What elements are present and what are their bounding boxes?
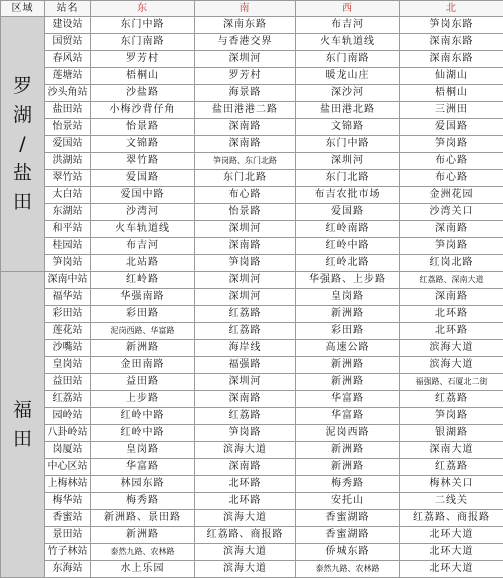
boundary-south: 深南路 (195, 459, 296, 476)
table-row (1, 102, 503, 119)
station-name: 怡景站 (45, 119, 91, 136)
station-name: 皇岗站 (45, 357, 91, 374)
table-row (1, 357, 503, 374)
table-row (1, 374, 503, 391)
boundary-west: 红岭北路 (296, 255, 400, 272)
station-name: 太白站 (45, 187, 91, 204)
district-char: 罗 (1, 72, 44, 101)
station-name: 东湖站 (45, 204, 91, 221)
boundary-south: 罗芳村 (195, 68, 296, 85)
boundary-east: 沙湾河 (91, 204, 195, 221)
boundary-west: 红岭中路 (296, 238, 400, 255)
boundary-north: 滨海大道 (400, 357, 503, 374)
station-name: 沙头角站 (45, 85, 91, 102)
boundary-west: 高速公路 (296, 340, 400, 357)
table-body (1, 17, 503, 578)
table-row (1, 408, 503, 425)
boundary-west: 火车轨道线 (296, 34, 400, 51)
district-cell (1, 17, 45, 272)
boundary-east: 新洲路 (91, 340, 195, 357)
station-name: 红荔站 (45, 391, 91, 408)
boundary-east: 林园东路 (91, 476, 195, 493)
district-cell (1, 272, 45, 578)
table-row (1, 272, 503, 289)
boundary-east: 小梅沙背仔角 (91, 102, 195, 119)
boundary-west: 泥岗西路 (296, 425, 400, 442)
header-district: 区域 (1, 1, 45, 17)
boundary-north: 笋岗东路 (400, 17, 503, 34)
boundary-east: 爱国中路 (91, 187, 195, 204)
station-name: 桂园站 (45, 238, 91, 255)
boundary-east: 罗芳村 (91, 51, 195, 68)
boundary-south: 北环路 (195, 476, 296, 493)
boundary-west: 布吉河 (296, 17, 400, 34)
boundary-north: 深南东路 (400, 34, 503, 51)
boundary-south: 海岸线 (195, 340, 296, 357)
station-name: 东海站 (45, 561, 91, 578)
boundary-west: 华强路、上步路 (296, 272, 400, 289)
boundary-east: 皇岗路 (91, 442, 195, 459)
boundary-east: 梅秀路 (91, 493, 195, 510)
station-name: 梅华站 (45, 493, 91, 510)
boundary-east: 新洲路、景田路 (91, 510, 195, 527)
boundary-south: 红荔路、商报路 (195, 527, 296, 544)
boundary-north: 银湖路 (400, 425, 503, 442)
boundary-west: 爱国路 (296, 204, 400, 221)
table-row (1, 170, 503, 187)
boundary-north: 梧桐山 (400, 85, 503, 102)
boundary-south: 福强路 (195, 357, 296, 374)
boundary-west: 梅秀路 (296, 476, 400, 493)
table-row (1, 221, 503, 238)
boundary-north: 金洲花园 (400, 187, 503, 204)
boundary-north: 红岗北路 (400, 255, 503, 272)
boundary-west: 香蜜湖路 (296, 510, 400, 527)
boundary-west: 深沙河 (296, 85, 400, 102)
boundary-west: 深圳河 (296, 153, 400, 170)
boundary-north: 红荔路、深南大道 (400, 272, 503, 289)
boundary-north: 红荔路 (400, 459, 503, 476)
boundary-south: 深南路 (195, 238, 296, 255)
district-char: 湖 (1, 101, 44, 130)
boundary-east: 泥岗西路、华富路 (91, 323, 195, 340)
boundary-east: 翠竹路 (91, 153, 195, 170)
boundary-north: 笋岗路 (400, 238, 503, 255)
boundary-south: 深圳河 (195, 51, 296, 68)
station-name: 笋岗站 (45, 255, 91, 272)
district-char: 盐 (1, 159, 44, 188)
boundary-south: 深圳河 (195, 272, 296, 289)
boundary-west: 东门北路 (296, 170, 400, 187)
boundary-north: 深南路 (400, 221, 503, 238)
header-row (1, 1, 503, 17)
station-name: 翠竹站 (45, 170, 91, 187)
station-name: 沙嘴站 (45, 340, 91, 357)
boundary-south: 布心路 (195, 187, 296, 204)
station-name: 福华站 (45, 289, 91, 306)
boundary-east: 东门南路 (91, 34, 195, 51)
table-row (1, 204, 503, 221)
boundary-south: 滨海大道 (195, 442, 296, 459)
table-row (1, 136, 503, 153)
table-row (1, 85, 503, 102)
boundary-north: 笋岗路 (400, 136, 503, 153)
table-row (1, 255, 503, 272)
table-row (1, 391, 503, 408)
boundary-north: 二线关 (400, 493, 503, 510)
boundary-south: 滨海大道 (195, 544, 296, 561)
boundary-south: 北环路 (195, 493, 296, 510)
boundary-west: 彩田路 (296, 323, 400, 340)
boundary-east: 红岭中路 (91, 408, 195, 425)
boundary-east: 北站路 (91, 255, 195, 272)
boundary-south: 深南路 (195, 136, 296, 153)
boundary-east: 布吉河 (91, 238, 195, 255)
boundary-north: 沙湾关口 (400, 204, 503, 221)
boundary-west: 华富路 (296, 391, 400, 408)
boundary-south: 红荔路 (195, 306, 296, 323)
station-name: 彩田站 (45, 306, 91, 323)
boundary-south: 海景路 (195, 85, 296, 102)
station-name: 上梅林站 (45, 476, 91, 493)
boundary-west: 红岭南路 (296, 221, 400, 238)
station-name: 景田站 (45, 527, 91, 544)
header-south: 南 (195, 1, 296, 17)
table-row (1, 306, 503, 323)
boundary-north: 北环路 (400, 323, 503, 340)
table-row (1, 476, 503, 493)
boundary-east: 华强南路 (91, 289, 195, 306)
boundary-east: 水上乐园 (91, 561, 195, 578)
station-name: 洪湖站 (45, 153, 91, 170)
boundary-north: 滨海大道 (400, 340, 503, 357)
table-row (1, 493, 503, 510)
boundary-north: 仙湖山 (400, 68, 503, 85)
boundary-west: 新洲路 (296, 374, 400, 391)
boundary-west: 华富路 (296, 408, 400, 425)
boundary-east: 火车轨道线 (91, 221, 195, 238)
boundary-east: 爱国路 (91, 170, 195, 187)
station-name: 园岭站 (45, 408, 91, 425)
boundary-east: 上步路 (91, 391, 195, 408)
boundary-north: 布心路 (400, 153, 503, 170)
table-row (1, 238, 503, 255)
boundary-south: 与香港交界 (195, 34, 296, 51)
boundary-south: 深南路 (195, 391, 296, 408)
boundary-south: 红荔路 (195, 323, 296, 340)
boundary-west: 安托山 (296, 493, 400, 510)
boundary-west: 新洲路 (296, 357, 400, 374)
district-char: / (1, 130, 44, 159)
table-row (1, 34, 503, 51)
boundary-north: 深南东路 (400, 51, 503, 68)
station-name: 深南中站 (45, 272, 91, 289)
boundary-east: 文锦路 (91, 136, 195, 153)
table-row (1, 289, 503, 306)
boundary-west: 东门南路 (296, 51, 400, 68)
station-name: 盐田站 (45, 102, 91, 119)
boundary-east: 东门中路 (91, 17, 195, 34)
boundary-north: 梅林关口 (400, 476, 503, 493)
boundary-west: 泰然九路、农林路 (296, 561, 400, 578)
boundary-south: 深南路 (195, 119, 296, 136)
boundary-east: 沙盐路 (91, 85, 195, 102)
boundary-north: 红荔路、商报路 (400, 510, 503, 527)
boundary-west: 文锦路 (296, 119, 400, 136)
boundary-west: 新洲路 (296, 442, 400, 459)
boundary-west: 布吉农批市场 (296, 187, 400, 204)
table-row (1, 442, 503, 459)
boundary-west: 盐田港北路 (296, 102, 400, 119)
district-char: 田 (1, 188, 44, 217)
boundary-east: 红岭中路 (91, 425, 195, 442)
boundary-north: 爱国路 (400, 119, 503, 136)
boundary-south: 深圳河 (195, 289, 296, 306)
boundary-west: 东门中路 (296, 136, 400, 153)
table-row (1, 68, 503, 85)
table-row (1, 187, 503, 204)
boundary-south: 东门北路 (195, 170, 296, 187)
table-row (1, 510, 503, 527)
boundary-east: 新洲路 (91, 527, 195, 544)
station-name: 竹子林站 (45, 544, 91, 561)
boundary-south: 笋岗路 (195, 425, 296, 442)
boundary-south: 深圳河 (195, 374, 296, 391)
header-east: 东 (91, 1, 195, 17)
station-name: 莲塘站 (45, 68, 91, 85)
table-row (1, 340, 503, 357)
station-name: 中心区站 (45, 459, 91, 476)
boundary-north: 笋岗路 (400, 408, 503, 425)
boundary-east: 泰然九路、农林路 (91, 544, 195, 561)
boundary-west: 暖龙山庄 (296, 68, 400, 85)
boundary-west: 新洲路 (296, 306, 400, 323)
boundary-north: 红荔路 (400, 391, 503, 408)
table-row (1, 17, 503, 34)
boundary-east: 华富路 (91, 459, 195, 476)
header-north: 北 (400, 1, 503, 17)
station-name: 建设站 (45, 17, 91, 34)
table-row (1, 425, 503, 442)
header-station: 站名 (45, 1, 91, 17)
table-row (1, 119, 503, 136)
boundary-north: 深南路 (400, 289, 503, 306)
station-name: 岗厦站 (45, 442, 91, 459)
station-name: 八卦岭站 (45, 425, 91, 442)
boundary-west: 香蜜湖路 (296, 527, 400, 544)
station-name: 国贸站 (45, 34, 91, 51)
boundary-south: 深南东路 (195, 17, 296, 34)
station-name: 春风站 (45, 51, 91, 68)
station-name: 爱国站 (45, 136, 91, 153)
boundary-north: 北环路 (400, 306, 503, 323)
boundary-south: 笋岗路、东门北路 (195, 153, 296, 170)
station-name: 香蜜站 (45, 510, 91, 527)
boundary-south: 怡景路 (195, 204, 296, 221)
boundary-south: 盐田港港二路 (195, 102, 296, 119)
table-row (1, 153, 503, 170)
district-char: 福 (1, 396, 44, 425)
boundary-east: 金田南路 (91, 357, 195, 374)
table-row (1, 527, 503, 544)
table-row (1, 51, 503, 68)
boundary-south: 深圳河 (195, 221, 296, 238)
boundary-north: 深南大道 (400, 442, 503, 459)
boundary-east: 益田路 (91, 374, 195, 391)
table-row (1, 544, 503, 561)
boundary-east: 彩田路 (91, 306, 195, 323)
boundary-north: 北环大道 (400, 544, 503, 561)
boundary-north: 福强路、石厦北二街 (400, 374, 503, 391)
table-row (1, 561, 503, 578)
table-row (1, 459, 503, 476)
station-name: 益田站 (45, 374, 91, 391)
boundary-south: 笋岗路 (195, 255, 296, 272)
boundary-north: 布心路 (400, 170, 503, 187)
boundary-east: 怡景路 (91, 119, 195, 136)
station-name: 莲花站 (45, 323, 91, 340)
header-west: 西 (296, 1, 400, 17)
boundary-north: 三洲田 (400, 102, 503, 119)
boundary-south: 红荔路 (195, 408, 296, 425)
boundary-south: 滨海大道 (195, 561, 296, 578)
boundary-south: 滨海大道 (195, 510, 296, 527)
boundary-east: 梧桐山 (91, 68, 195, 85)
boundary-west: 侨城东路 (296, 544, 400, 561)
station-name: 和平站 (45, 221, 91, 238)
boundary-east: 红岭路 (91, 272, 195, 289)
boundary-west: 皇岗路 (296, 289, 400, 306)
boundary-north: 北环大道 (400, 561, 503, 578)
boundary-north: 北环大道 (400, 527, 503, 544)
table-row (1, 323, 503, 340)
boundary-west: 新洲路 (296, 459, 400, 476)
district-char: 田 (1, 425, 44, 454)
